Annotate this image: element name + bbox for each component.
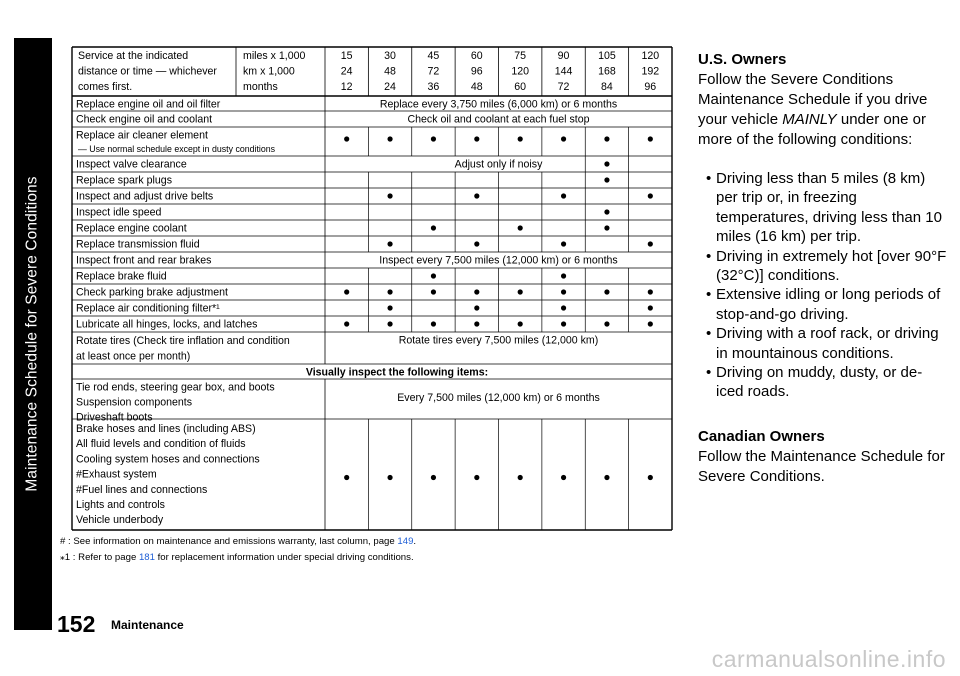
header-label: Service at the indicated — [78, 50, 189, 62]
condition-item: • Driving on muddy, dusty, or de-iced roads. — [698, 363, 948, 402]
interval-km: 96 — [470, 65, 483, 78]
interval-km: 72 — [427, 65, 440, 78]
service-item: Rotate tires (Check tire inflation and condition — [76, 335, 290, 347]
span-text: Rotate tires every 7,500 miles (12,000 km) — [398, 334, 599, 347]
interval-months: 12 — [340, 81, 353, 93]
service-item: Check engine oil and coolant — [76, 113, 213, 126]
schedule-dot — [648, 136, 653, 141]
schedule-dot — [387, 321, 392, 326]
inspect-item: All fluid levels and condition of fluids — [76, 438, 246, 451]
schedule-dot — [648, 305, 653, 310]
schedule-dot — [518, 321, 523, 326]
unit-label: km x 1,000 — [243, 65, 295, 78]
service-item: Replace air cleaner element — [76, 129, 208, 142]
schedule-dot — [344, 136, 349, 141]
schedule-dot — [387, 241, 392, 246]
span-text: Adjust only if noisy — [454, 158, 543, 171]
interval-miles: 15 — [340, 50, 353, 62]
interval-miles: 90 — [557, 50, 570, 62]
interval-km: 192 — [641, 65, 660, 78]
inspect-item: Brake hoses and lines (including ABS) — [76, 423, 256, 435]
condition-item: • Driving with a roof rack, or driving in mountainous conditions. — [698, 324, 948, 363]
span-text: Replace every 3,750 miles (6,000 km) or 6 months — [379, 98, 618, 111]
schedule-dot — [474, 305, 479, 310]
schedule-dot — [387, 305, 392, 310]
schedule-dot — [561, 136, 566, 141]
interval-months: 36 — [427, 81, 440, 93]
schedule-dot — [474, 136, 479, 141]
schedule-dot — [604, 177, 609, 182]
schedule-dot — [344, 289, 349, 294]
span-text: Inspect every 7,500 miles (12,000 km) or 6 months — [379, 254, 618, 267]
schedule-dot — [344, 475, 349, 480]
interval-months: 84 — [601, 81, 613, 93]
interval-months: 60 — [514, 81, 527, 93]
schedule-dot — [344, 321, 349, 326]
interval-months: 24 — [384, 81, 396, 93]
span-text: Check oil and coolant at each fuel stop — [407, 113, 590, 126]
schedule-dot — [518, 475, 523, 480]
page-number: 152 — [57, 611, 96, 637]
interval-km: 120 — [511, 65, 530, 78]
interval-miles: 120 — [641, 50, 660, 62]
us-owners-heading: U.S. Owners — [698, 51, 787, 68]
schedule-dot — [604, 289, 609, 294]
schedule-dot — [518, 225, 523, 230]
page-link-149[interactable]: 149 — [397, 536, 414, 547]
schedule-dot — [474, 321, 479, 326]
page-link-181[interactable]: 181 — [138, 552, 155, 563]
service-item: Replace engine coolant — [76, 222, 187, 235]
schedule-dot — [431, 321, 436, 326]
service-item: Inspect idle speed — [76, 206, 162, 219]
schedule-dot — [648, 241, 653, 246]
group-interval-text: Every 7,500 miles (12,000 km) or 6 months — [397, 392, 600, 404]
schedule-dot — [561, 241, 566, 246]
footnote-star: ⁎1 : Refer to page 181 for replacement information under special driving conditions. — [60, 552, 414, 563]
schedule-dot — [604, 321, 609, 326]
sidebar-title: Maintenance Schedule for Severe Conditions — [24, 176, 42, 492]
schedule-dot — [561, 321, 566, 326]
service-item: Replace spark plugs — [76, 174, 172, 187]
schedule-dot — [648, 475, 653, 480]
schedule-dot — [561, 193, 566, 198]
us-owners-text: Follow the Severe Conditions Maintenance Schedule if you drive your vehicle MAINLY under one or more of the following conditions: — [698, 71, 928, 148]
schedule-dot — [648, 321, 653, 326]
interval-months: 96 — [644, 81, 657, 93]
inspect-item: Driveshaft boots — [76, 411, 153, 424]
footnote-hash: # : See information on maintenance and emissions warranty, last column, page 149. — [60, 536, 417, 547]
schedule-dot — [387, 289, 392, 294]
schedule-dot — [474, 193, 479, 198]
service-item: Replace engine oil and oil filter — [76, 98, 221, 111]
service-item: Replace air conditioning filter*¹ — [76, 302, 220, 315]
inspect-item: #Exhaust system — [76, 468, 157, 481]
interval-miles: 45 — [427, 50, 440, 62]
visual-inspect-header: Visually inspect the following items: — [305, 366, 489, 379]
schedule-dot — [604, 475, 609, 480]
interval-miles: 105 — [598, 50, 616, 62]
schedule-dot — [518, 289, 523, 294]
schedule-dot — [561, 475, 566, 480]
schedule-dot — [474, 475, 479, 480]
schedule-dot — [604, 161, 609, 166]
unit-label: miles x 1,000 — [243, 50, 306, 62]
schedule-dot — [431, 273, 436, 278]
interval-km: 168 — [598, 65, 616, 78]
service-item: Lubricate all hinges, locks, and latches — [76, 318, 258, 331]
schedule-dot — [387, 193, 392, 198]
schedule-dot — [604, 136, 609, 141]
inspect-item: Suspension components — [76, 396, 193, 409]
interval-months: 72 — [557, 81, 570, 93]
interval-months: 48 — [470, 81, 483, 93]
schedule-dot — [518, 136, 523, 141]
service-item: Replace brake fluid — [76, 270, 167, 283]
schedule-dot — [561, 305, 566, 310]
schedule-dot — [648, 289, 653, 294]
owner-guidance — [698, 50, 948, 487]
service-item: Replace transmission fluid — [76, 238, 200, 251]
interval-miles: 60 — [470, 50, 483, 62]
condition-item: • Driving less than 5 miles (8 km) per trip or, in freezing temperatures, driving less than 10 miles (16 km) per trip. — [698, 169, 948, 247]
interval-miles: 30 — [384, 50, 396, 62]
schedule-dot — [474, 241, 479, 246]
condition-item: • Extensive idling or long periods of stop-and-go driving. — [698, 285, 948, 324]
schedule-dot — [387, 136, 392, 141]
service-item: Check parking brake adjustment — [76, 286, 228, 299]
header-label: comes first. — [78, 81, 133, 93]
canadian-owners-heading: Canadian Owners — [698, 427, 825, 445]
schedule-dot — [561, 273, 566, 278]
schedule-dot — [387, 475, 392, 480]
service-item: Inspect and adjust drive belts — [76, 190, 214, 203]
service-item: at least once per month) — [76, 350, 191, 363]
service-note: — Use normal schedule except in dusty conditions — [78, 144, 276, 154]
service-item: Inspect front and rear brakes — [76, 254, 212, 267]
unit-label: months — [243, 81, 278, 93]
service-item: Inspect valve clearance — [76, 158, 187, 171]
header-label: distance or time — whichever — [78, 65, 217, 78]
schedule-dot — [561, 289, 566, 294]
inspect-item: Tie rod ends, steering gear box, and boots — [76, 381, 275, 394]
watermark: carmanualsonline.info — [711, 646, 946, 672]
inspect-item: Vehicle underbody — [76, 514, 164, 527]
condition-list — [698, 169, 948, 402]
interval-km: 144 — [554, 65, 573, 78]
schedule-dot — [431, 136, 436, 141]
schedule-dot — [604, 209, 609, 214]
inspect-item: #Fuel lines and connections — [76, 483, 208, 496]
canadian-owners-text: Follow the Maintenance Schedule for Severe Conditions. — [698, 447, 945, 485]
schedule-dot — [648, 193, 653, 198]
schedule-dot — [474, 289, 479, 294]
schedule-dot — [431, 289, 436, 294]
page-section: Maintenance — [111, 618, 184, 632]
inspect-item: Lights and controls — [76, 499, 165, 511]
schedule-dot — [604, 225, 609, 230]
interval-miles: 75 — [514, 50, 527, 62]
schedule-dot — [431, 225, 436, 230]
interval-km: 48 — [384, 65, 396, 78]
interval-km: 24 — [340, 65, 353, 78]
condition-item: • Driving in extremely hot [over 90°F (32°C)] conditions. — [698, 247, 948, 286]
inspect-item: Cooling system hoses and connections — [76, 453, 260, 466]
schedule-dot — [431, 475, 436, 480]
